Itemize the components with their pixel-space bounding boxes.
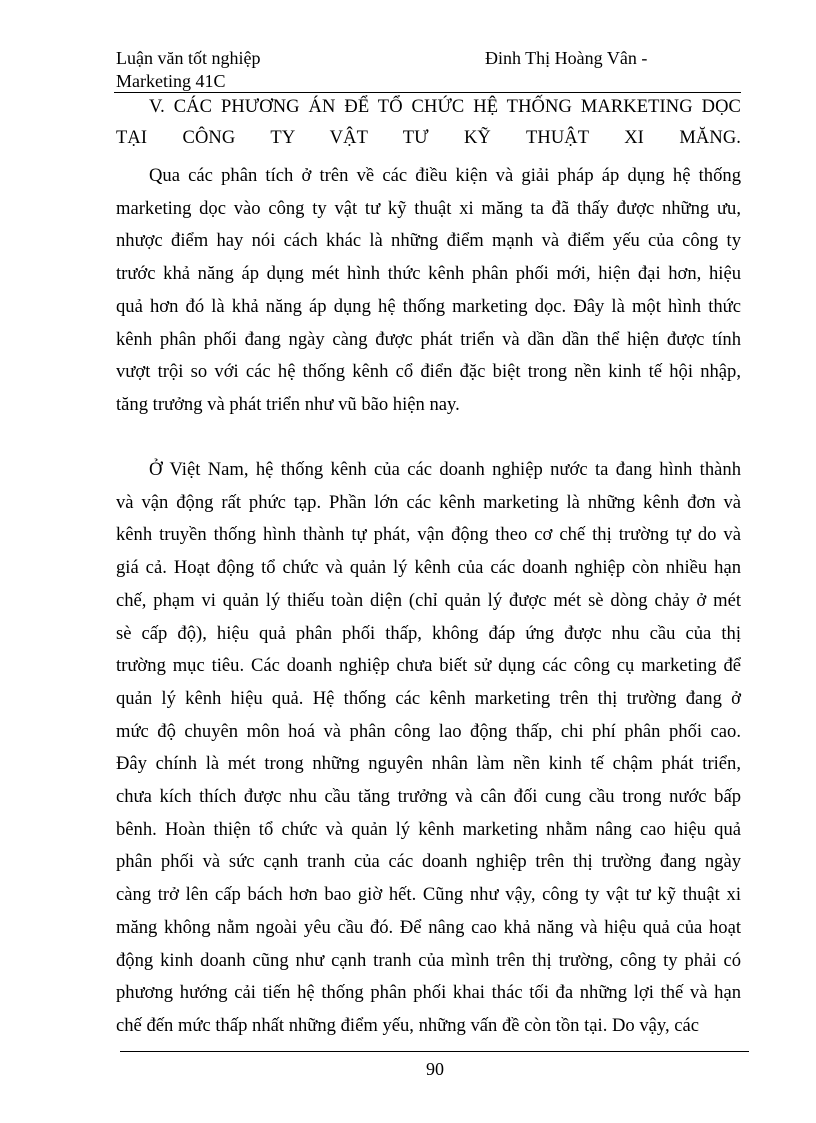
paragraph-line: nhược điểm hay nói cách khác là những điểm mạnh và điểm yếu của công ty xyxy=(116,230,741,252)
paragraph-line: Qua các phân tích ở trên về các điều kiện và giải pháp áp dụng hệ thống xyxy=(149,165,741,186)
section-title xyxy=(116,92,741,154)
paragraph-line: chưa kích thích được nhu cầu tăng trưởng và cân đối cung cầu trong nước bấp xyxy=(116,786,741,808)
paragraph-line: trước khả năng áp dụng mét hình thức kênh phân phối mới, hiện đại hơn, hiệu xyxy=(116,263,741,285)
paragraph-line: quả hơn đó là khả năng áp dụng hệ thống marketing dọc. Đây là một hình thức xyxy=(116,295,741,317)
paragraph-line: chế, phạm vi quản lý thiếu toàn diện (chỉ quản lý được mét sè dòng chảy ở mét xyxy=(116,589,741,611)
paragraph-line: Đây chính là mét trong những nguyên nhân làm nền kinh tế chậm phát triển, xyxy=(116,753,741,775)
section-title-line: TẠI CÔNG TY VẬT TƯ KỸ THUẬT XI MĂNG. xyxy=(116,128,741,148)
paragraph-line: bênh. Hoàn thiện tổ chức và quản lý kênh marketing nhằm nâng cao hiệu quả xyxy=(116,818,741,840)
paragraph-line: càng trở lên cấp bách hơn bao giờ hết. Cũng như vậy, công ty vật tư kỹ thuật xi xyxy=(116,884,741,906)
paragraph-line: động kinh doanh cũng như cạnh tranh của mình trên thị trường, công ty phải có xyxy=(116,949,741,971)
header-author-name: Đinh Thị Hoàng Vân - xyxy=(485,48,648,68)
paragraph-line: vượt trội so với các hệ thống kênh cổ điển đặc biệt trong nền kinh tế hội nhập, xyxy=(116,361,741,383)
paragraph-line: kênh phân phối đang ngày càng được phát triển và dần dần thể hiện được tính xyxy=(116,328,741,350)
running-header-left xyxy=(116,47,260,93)
section-title-line: V. CÁC PHƯƠNG ÁN ĐỂ TỔ CHỨC HỆ THỐNG MARKETING DỌC xyxy=(149,97,741,117)
paragraph-line: Ở Việt Nam, hệ thống kênh của các doanh nghiệp nước ta đang hình thành xyxy=(149,459,741,480)
header-class-label: Marketing 41C xyxy=(116,71,226,91)
paragraph-line: chế đến mức thấp nhất những điểm yếu, những vấn đề còn tồn tại. Do vậy, các xyxy=(116,1014,700,1036)
body-paragraph xyxy=(116,160,741,422)
paragraph-line: phân phối và sức cạnh tranh của các doanh nghiệp trên thị trường đang ngày xyxy=(116,851,741,873)
paragraph-line: quản lý kênh hiệu quả. Hệ thống các kênh marketing trên thị trường đang ở xyxy=(116,687,741,709)
paragraph-line: mức độ chuyên môn hoá và phân công lao động thấp, chi phí phân phối cao. xyxy=(116,720,741,742)
footer-divider xyxy=(120,1051,749,1052)
paragraph-line: kênh truyền thống hình thành tự phát, vận động theo cơ chế thị trường tự do và xyxy=(116,524,741,546)
header-thesis-label: Luận văn tốt nghiệp xyxy=(116,48,261,68)
paragraph-line: giá cả. Hoạt động tổ chức và quản lý kênh của các doanh nghiệp còn nhiều hạn xyxy=(116,557,741,579)
paragraph-line: marketing dọc vào công ty vật tư kỹ thuật xi măng ta đã thấy được những ưu, xyxy=(116,197,741,219)
paragraph-line: sè cấp độ), hiệu quả phân phối thấp, không đáp ứng được nhu cầu của thị xyxy=(116,622,741,644)
paragraph-line: phương hướng cải tiến hệ thống phân phối khai thác tối đa những lợi thế và hạn xyxy=(116,982,741,1004)
page-number: 90 xyxy=(426,1059,444,1079)
paragraph-line: trường mục tiêu. Các doanh nghiệp chưa biết sử dụng các công cụ marketing để xyxy=(116,655,741,677)
body-paragraph xyxy=(116,454,741,1043)
paragraph-line: măng không nằm ngoài yêu cầu đó. Để nâng cao khả năng và hiệu quả của hoạt xyxy=(116,916,741,938)
paragraph-line: và vận động rất phức tạp. Phần lớn các kênh marketing là những kênh đơn và xyxy=(116,491,741,513)
paragraph-line: tăng trưởng và phát triển như vũ bão hiện nay. xyxy=(116,393,460,415)
